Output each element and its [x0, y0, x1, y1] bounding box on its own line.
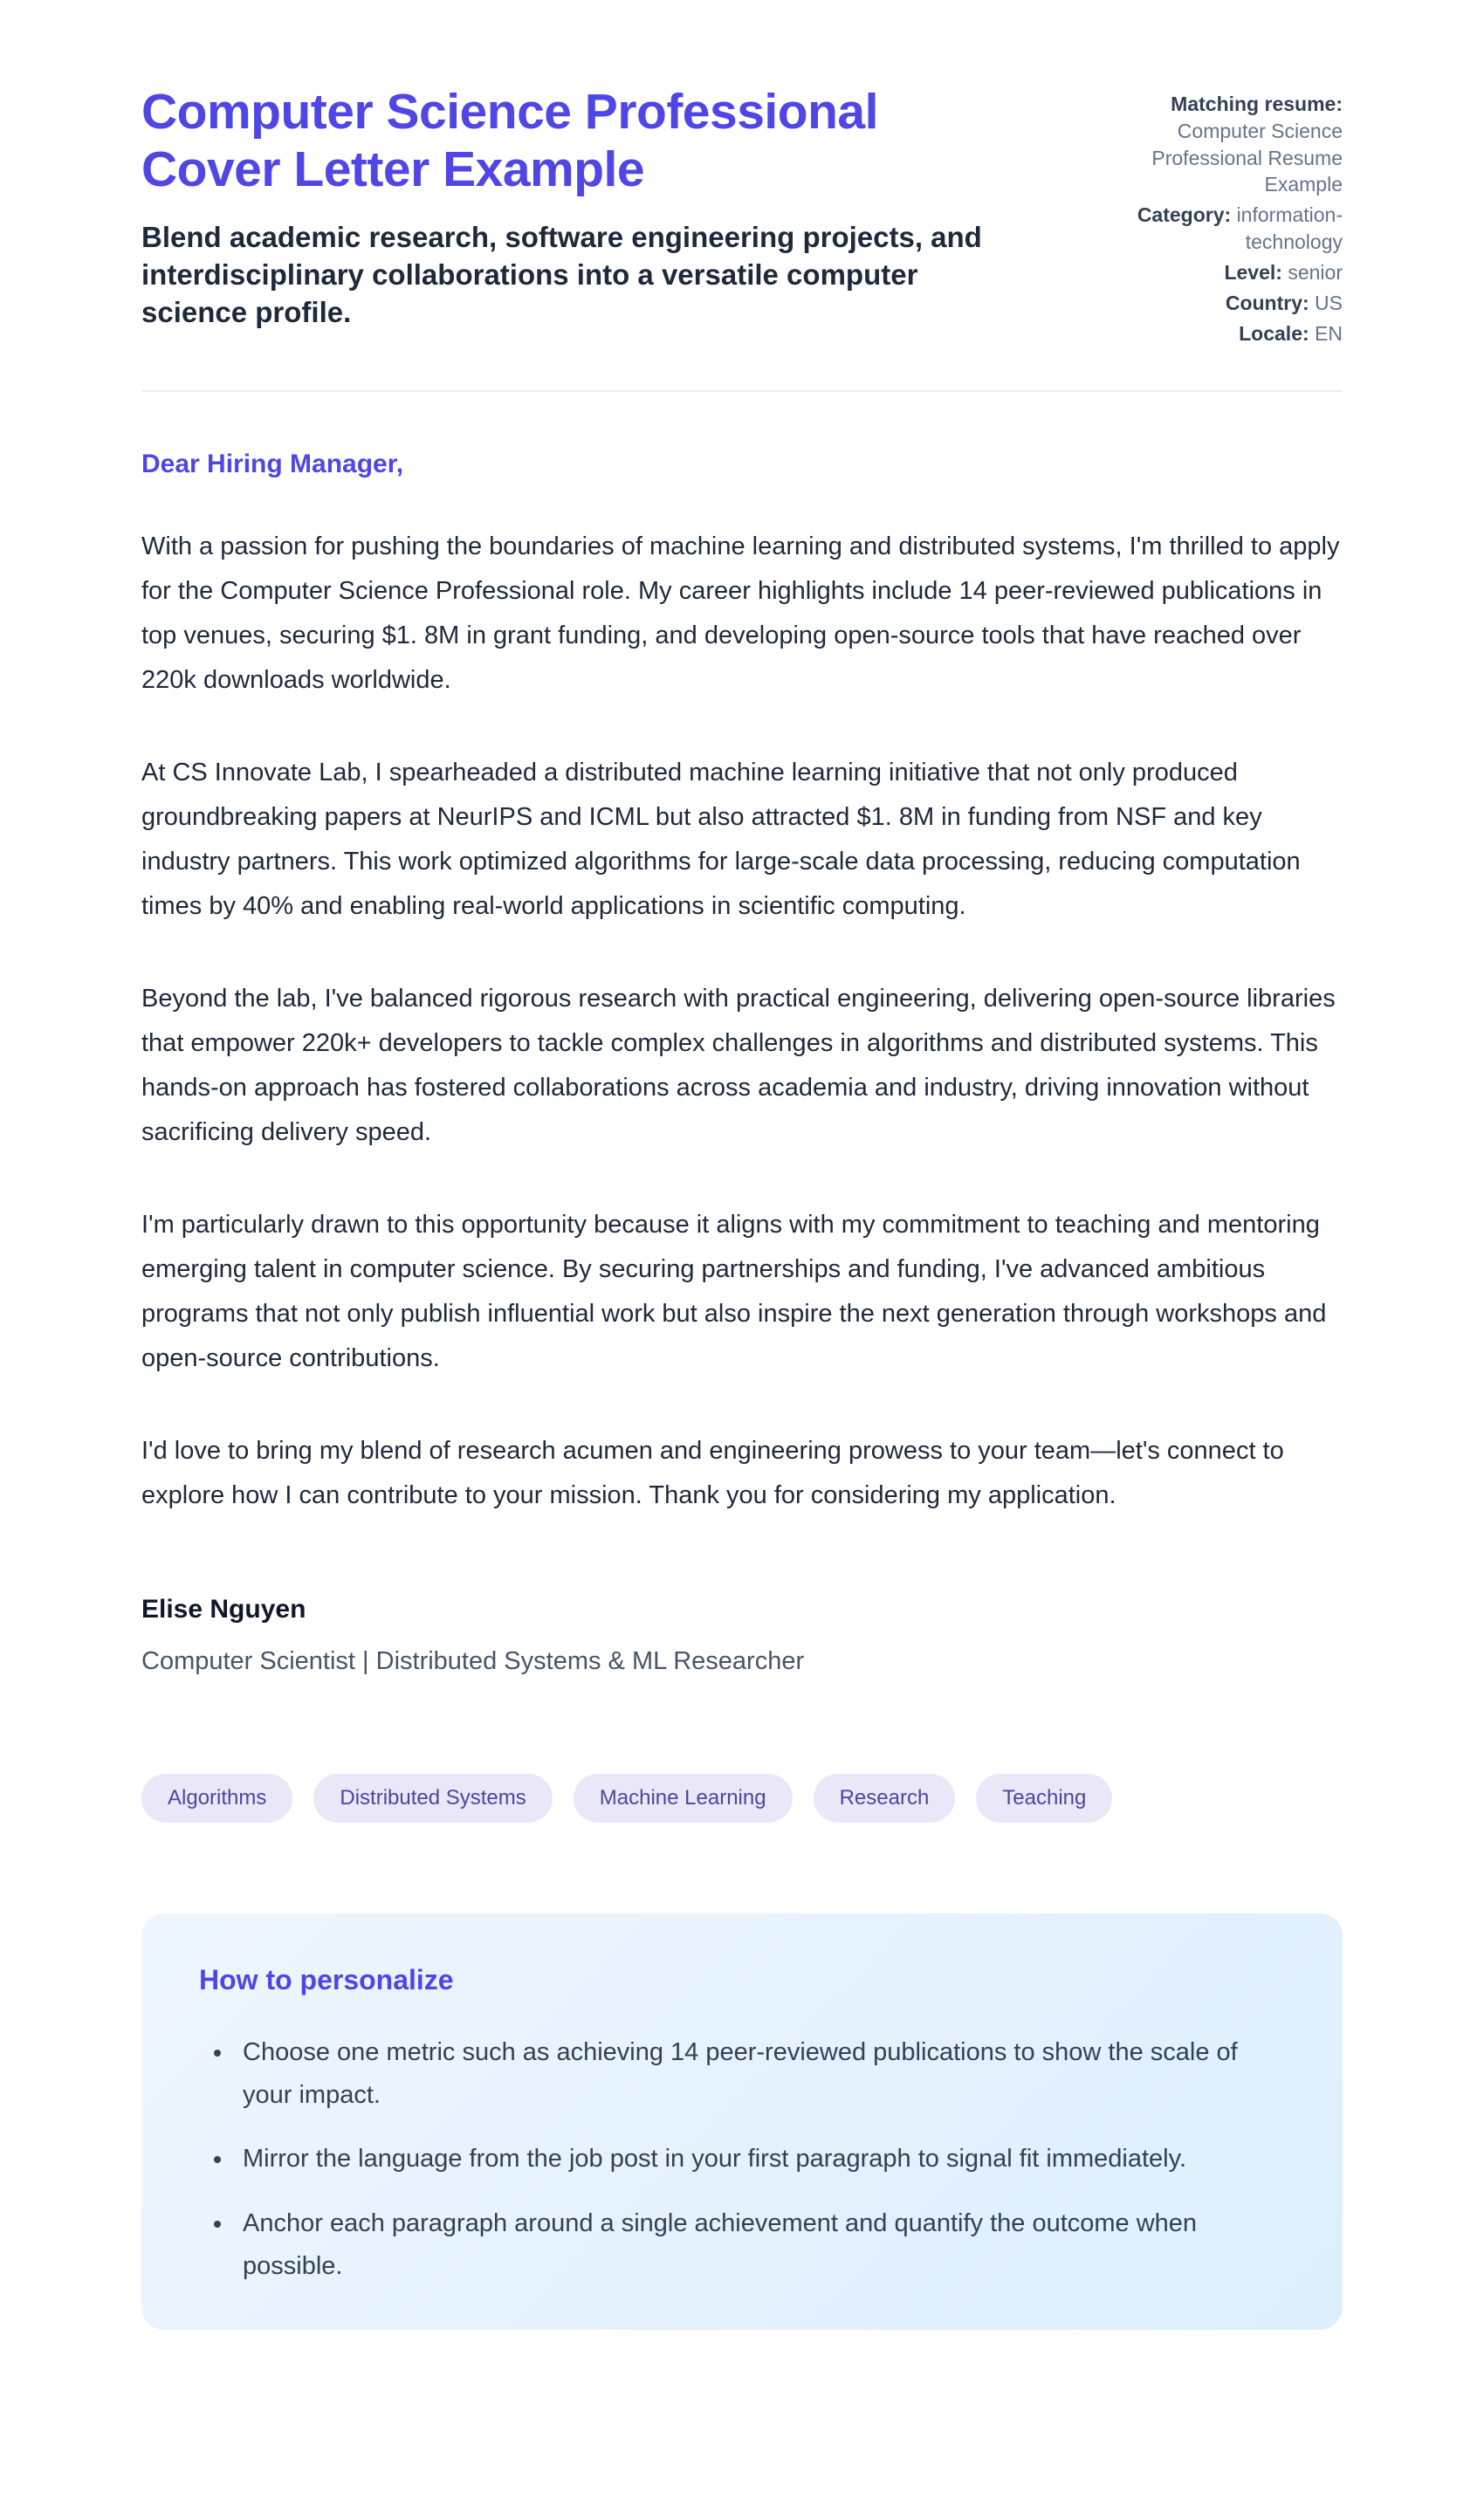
personalize-tip: • Choose one metric such as achieving 14 peer-reviewed publications to show the scale of your impact. — [234, 2031, 1285, 2118]
letter-paragraph: I'd love to bring my blend of research acumen and engineering prowess to your team—let's connect to explore how I can contribute to your mission. Thank you for considering my application. — [141, 1437, 1284, 1510]
page-title: Computer Science Professional Cover Letter Example — [141, 84, 878, 197]
meta-matching-resume — [1081, 91, 1343, 198]
how-to-personalize-heading: How to personalize — [199, 1963, 454, 1995]
header-title-block — [141, 84, 1014, 332]
letter-greeting: Dear Hiring Manager, — [141, 450, 404, 479]
meta-level-value: senior — [1288, 260, 1343, 284]
letter-paragraph: At CS Innovate Lab, I spearheaded a distributed machine learning initiative that not only produced groundbreaking papers at NeurIPS and ICML but also attracted $1. 8M in funding from NSF and key industry partners. This work optimized algorithms for large-scale data processing, reducing computation times by 40% and enabling real-world applications in scientific computing. — [141, 759, 1301, 920]
tag-list — [141, 1774, 1343, 1823]
signature-title: Computer Scientist | Distributed Systems & ML Researcher — [141, 1646, 805, 1675]
letter-paragraph: With a passion for pushing the boundaries of machine learning and distributed systems, I'm thrilled to apply for the Computer Science Professional role. My career highlights include 14 peer-reviewed publications in top venues, securing $1. 8M in grant funding, and developing open-source tools that have reached over 220k downloads worldwide. — [141, 532, 1340, 694]
meta-country-value: US — [1315, 291, 1343, 314]
signature-block — [141, 1595, 1343, 1676]
meta-category-value: information-technology — [1236, 203, 1343, 254]
meta-panel — [1081, 84, 1343, 350]
personalize-tip: • Mirror the language from the job post in your first paragraph to signal fit immediately. — [234, 2138, 1285, 2181]
meta-category-label: Category: — [1137, 203, 1232, 227]
meta-matching-resume-label: Matching resume: — [1171, 93, 1343, 115]
meta-locale-value: EN — [1315, 321, 1343, 345]
letter-paragraph: I'm particularly drawn to this opportunity because it aligns with my commitment to teaching and mentoring emerging talent in computer science. By securing partnerships and funding, I've advanced ambitious programs that not only publish influential work but also inspire the next generation through workshops and open-source contributions. — [141, 1211, 1327, 1372]
meta-country — [1081, 290, 1343, 317]
meta-level-label: Level: — [1224, 260, 1282, 284]
meta-level — [1081, 259, 1343, 286]
tag-teaching: Teaching — [976, 1774, 1112, 1823]
personalize-tip: • Anchor each paragraph around a single achievement and quantify the outcome when possible. — [234, 2202, 1285, 2289]
meta-locale — [1081, 320, 1343, 347]
meta-matching-resume-value: Computer Science Professional Resume Example — [1151, 119, 1343, 196]
letter-paragraph: Beyond the lab, I've balanced rigorous research with practical engineering, delivering open-source libraries that empower 220k+ developers to tackle complex challenges in algorithms and distributed systems. This hands-on approach has fostered collaborations across academia and industry, driving innovation without sacrificing delivery speed. — [141, 985, 1336, 1146]
page-subtitle: Blend academic research, software engineering projects, and interdisciplinary collaborations into a versatile computer science profile. — [141, 221, 982, 328]
meta-category — [1081, 202, 1343, 256]
tag-research: Research — [814, 1774, 956, 1823]
tag-machine-learning: Machine Learning — [574, 1774, 793, 1823]
header — [141, 84, 1343, 392]
cover-letter-body — [141, 392, 1343, 1676]
meta-country-label: Country: — [1225, 291, 1309, 314]
personalize-tip-list — [199, 2031, 1285, 2288]
signature-name: Elise Nguyen — [141, 1594, 306, 1624]
tag-distributed-systems: Distributed Systems — [313, 1774, 552, 1823]
tag-algorithms: Algorithms — [141, 1774, 292, 1823]
content-container — [141, 0, 1343, 2330]
how-to-personalize-box — [141, 1913, 1343, 2330]
meta-locale-label: Locale: — [1239, 321, 1309, 345]
